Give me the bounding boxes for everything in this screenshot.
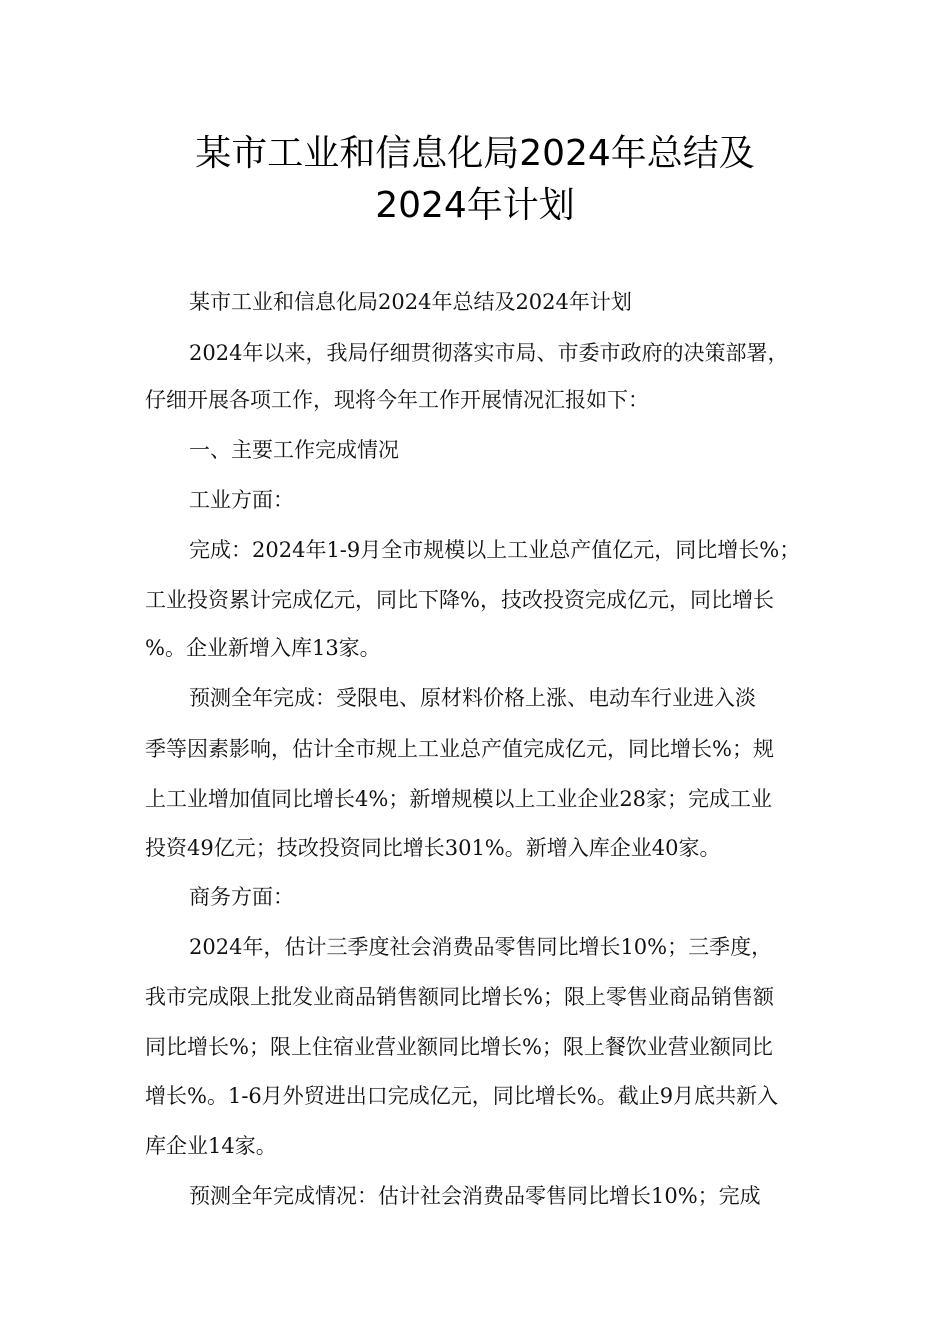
paragraph-line: 我市完成限上批发业商品销售额同比增长%；限上零售业商品销售额 [145, 985, 774, 1009]
document-title-line-1: 某市工业和信息化局2024年总结及 [195, 133, 755, 174]
paragraph-line: 预测全年完成：受限电、原材料价格上涨、电动车行业进入淡 [189, 686, 756, 710]
paragraph-line: 仔细开展各项工作，现将今年工作开展情况汇报如下： [145, 388, 649, 412]
paragraph-line: 同比增长%；限上住宿业营业额同比增长%；限上餐饮业营业额同比 [145, 1035, 773, 1059]
paragraph-line: 上工业增加值同比增长4%；新增规模以上工业企业28家；完成工业 [145, 787, 773, 811]
paragraph-line: 库企业14家。 [145, 1134, 277, 1158]
paragraph-line: %。企业新增入库13家。 [145, 636, 381, 660]
document-title-line-2: 2024年计划 [375, 185, 575, 226]
paragraph-line: 2024年，估计三季度社会消费品零售同比增长10%；三季度， [189, 935, 773, 959]
paragraph-line: 季等因素影响，估计全市规上工业总产值完成亿元，同比增长%；规 [145, 737, 774, 761]
paragraph-line: 完成：2024年1-9月全市规模以上工业总产值亿元，同比增长%； [189, 538, 801, 562]
paragraph-line: 投资49亿元；技改投资同比增长301%。新增入库企业40家。 [145, 836, 721, 860]
subsection-heading: 商务方面： [189, 885, 294, 909]
paragraph-line: 预测全年完成情况：估计社会消费品零售同比增长10%；完成 [189, 1184, 761, 1208]
document-subtitle: 某市工业和信息化局2024年总结及2024年计划 [189, 290, 632, 314]
paragraph-line: 工业投资累计完成亿元，同比下降%，技改投资完成亿元，同比增长 [145, 588, 774, 612]
section-heading: 一、主要工作完成情况 [189, 438, 399, 462]
paragraph-line: 增长%。1-6月外贸进出口完成亿元，同比增长%。截止9月底共新入 [145, 1084, 779, 1108]
subsection-heading: 工业方面： [189, 488, 294, 512]
paragraph-line: 2024年以来，我局仔细贯彻落实市局、市委市政府的决策部署， [189, 341, 789, 365]
